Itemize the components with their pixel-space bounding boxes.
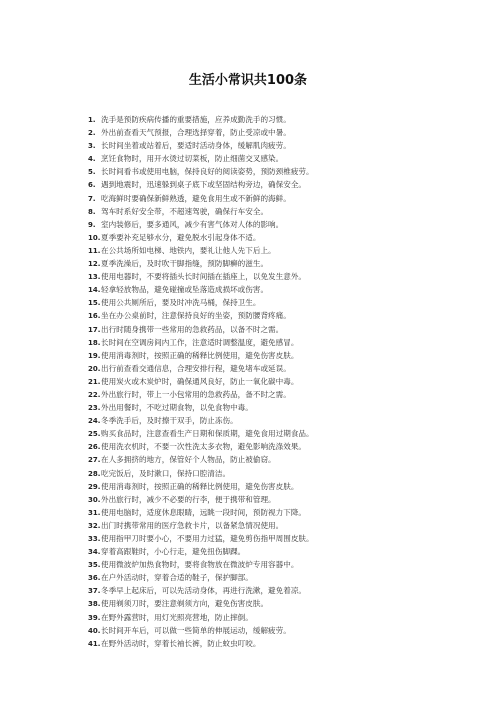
list-item <box>88 467 428 480</box>
list-item-text: 驾车时系好安全带，不超速驾驶，确保行车安全。 <box>101 206 269 216</box>
list-item <box>88 296 428 309</box>
list-item-number: 11. <box>88 246 101 255</box>
list-item <box>88 244 428 257</box>
list-item <box>88 388 428 401</box>
list-item-number: 12. <box>88 260 101 269</box>
list-item <box>88 440 428 453</box>
list-item-text: 使用公共厕所后，要及时冲洗马桶，保持卫生。 <box>101 298 261 308</box>
list-item <box>88 624 428 637</box>
list-item-text: 在野外露营时，用灯光照亮营地，防止摔倒。 <box>101 612 253 622</box>
list-item <box>88 309 428 322</box>
list-item-text: 穿着高跟鞋时，小心行走，避免扭伤脚踝。 <box>101 547 246 557</box>
list-item <box>88 323 428 336</box>
list-item <box>88 257 428 270</box>
list-item-text: 长时间开车后，可以做一些简单的伸展运动，缓解疲劳。 <box>101 625 291 635</box>
list-item <box>88 558 428 571</box>
list-item <box>88 611 428 624</box>
list-item-text: 室内装修后，要多通风，减少有害气体对人体的影响。 <box>101 219 284 229</box>
list-item-text: 在公共场所如电梯、地铁内，要礼让他人先下后上。 <box>101 245 276 255</box>
list-item <box>88 349 428 362</box>
list-item-number: 13. <box>88 273 101 282</box>
document-title: 生活小常识共100条 <box>188 73 308 88</box>
list-item <box>88 401 428 414</box>
list-item-number: 5. <box>88 168 96 177</box>
list-item-text: 在户外活动时，穿着合适的鞋子，保护脚部。 <box>101 573 253 583</box>
list-item-text: 使用微波炉加热食物时，要将食物放在微波炉专用容器中。 <box>101 560 299 570</box>
list-item-text: 烹饪食物时，用开水烫过切菜板，防止细菌交叉感染。 <box>101 154 284 164</box>
list-item-text: 出门时携带常用的医疗急救卡片，以备紧急情况使用。 <box>101 520 284 530</box>
list-item-text: 长时间看书或使用电脑，保持良好的阅读姿势，预防颈椎疲劳。 <box>101 167 314 177</box>
list-item-number: 38. <box>88 600 101 609</box>
list-item-number: 34. <box>88 548 101 557</box>
list-item-number: 40. <box>88 626 101 635</box>
list-item-text: 长时间坐着或站着后，要适时活动身体，缓解肌肉疲劳。 <box>101 141 291 151</box>
list-item-number: 29. <box>88 482 101 491</box>
list-item-text: 冬季洗手后，及时擦干双手，防止冻伤。 <box>101 416 238 426</box>
list-item-number: 4. <box>88 155 96 164</box>
list-item-text: 在野外活动时，穿着长袖长裤，防止蚊虫叮咬。 <box>101 638 261 648</box>
list-item-text: 夏季要补充足够水分，避免脱水引起身体不适。 <box>101 232 261 242</box>
list-item <box>88 480 428 493</box>
list-item-text: 外出旅行时，带上一小包常用的急救药品，备不时之需。 <box>101 389 291 399</box>
list-item-text: 吃完饭后，及时漱口，保持口腔清洁。 <box>101 468 231 478</box>
list-item <box>88 597 428 610</box>
list-item-number: 26. <box>88 443 101 452</box>
list-item <box>88 414 428 427</box>
list-item-number: 10. <box>88 233 101 242</box>
list-item-text: 使用消毒剂时，按照正确的稀释比例使用，避免伤害皮肤。 <box>101 350 299 360</box>
list-item <box>88 532 428 545</box>
list-item <box>88 375 428 388</box>
list-item-number: 2. <box>88 129 96 138</box>
list-item-number: 1. <box>88 116 96 124</box>
list-item-number: 36. <box>88 574 101 583</box>
list-item <box>88 231 428 244</box>
list-item-number: 7. <box>88 194 96 203</box>
list-item-number: 16. <box>88 312 101 321</box>
list-item-text: 冬季早上起床后，可以先活动身体，再进行洗漱，避免着凉。 <box>101 586 307 596</box>
list-item <box>88 218 428 231</box>
list-item-number: 8. <box>88 207 96 216</box>
list-item-text: 夏季洗澡后，及时吹干脚指缝，预防脚癣的滋生。 <box>101 259 269 269</box>
list-item <box>88 571 428 584</box>
list-item-text: 外出用餐时，不吃过期食物，以免食物中毒。 <box>101 403 253 413</box>
list-item-number: 35. <box>88 561 101 570</box>
list-item-number: 18. <box>88 338 101 347</box>
list-item-number: 17. <box>88 325 101 334</box>
list-item-text: 出行时随身携带一些常用的急救药品，以备不时之需。 <box>101 324 284 334</box>
list-item <box>88 152 428 165</box>
list-item <box>88 139 428 152</box>
list-item-number: 27. <box>88 456 101 465</box>
list-item <box>88 362 428 375</box>
tip-list <box>88 113 428 650</box>
list-item <box>88 113 428 126</box>
list-item-text: 使用电器时，不要将插头长时间插在插座上，以免发生意外。 <box>101 272 307 282</box>
list-item <box>88 453 428 466</box>
list-item-number: 3. <box>88 142 96 151</box>
list-item <box>88 506 428 519</box>
list-item-text: 外出旅行时，减少不必要的行李，便于携带和管理。 <box>101 494 276 504</box>
list-item-number: 28. <box>88 469 101 478</box>
list-item-number: 14. <box>88 286 101 295</box>
list-item <box>88 205 428 218</box>
list-item <box>88 165 428 178</box>
list-item-text: 使用消毒剂时，按照正确的稀释比例使用，避免伤害皮肤。 <box>101 481 299 491</box>
list-item-text: 使用剃须刀时，要注意剃须方向，避免伤害皮肤。 <box>101 599 269 609</box>
list-item-number: 25. <box>88 430 101 439</box>
list-item <box>88 283 428 296</box>
list-item <box>88 637 428 650</box>
list-item <box>88 584 428 597</box>
list-item-number: 20. <box>88 364 101 373</box>
list-item <box>88 493 428 506</box>
list-item <box>88 126 428 139</box>
list-item-number: 22. <box>88 390 101 399</box>
list-item-text: 使用炭火或木炭炉时，确保通风良好，防止一氧化碳中毒。 <box>101 376 299 386</box>
list-item-number: 24. <box>88 417 101 426</box>
list-item-number: 6. <box>88 181 96 190</box>
list-item-number: 33. <box>88 535 101 543</box>
list-item <box>88 192 428 205</box>
list-item-text: 轻拿轻放物品，避免碰撞或坠落造成损坏或伤害。 <box>101 285 269 295</box>
list-item-number: 23. <box>88 404 101 413</box>
list-item-number: 9. <box>88 220 96 229</box>
list-item-number: 15. <box>88 299 101 308</box>
list-item-text: 购买食品时，注意查看生产日期和保质期，避免食用过期食品。 <box>101 429 314 439</box>
list-item-text: 吃海鲜时要确保新鲜熟透，避免食用生或不新鲜的海鲜。 <box>101 193 291 203</box>
list-item <box>88 519 428 532</box>
list-item <box>88 178 428 191</box>
list-item <box>88 427 428 440</box>
list-item-text: 使用洗衣机时，不要一次性洗太多衣物，避免影响洗涤效果。 <box>101 442 307 452</box>
list-item <box>88 270 428 283</box>
list-item-text: 长时间在空调房间内工作，注意适时调整温度，避免感冒。 <box>101 337 299 347</box>
list-item-number: 21. <box>88 377 101 386</box>
list-item <box>88 545 428 558</box>
list-item <box>88 336 428 349</box>
list-item-text: 遇到地震时，迅速躲到桌子底下或坚固结构旁边，确保安全。 <box>101 180 307 190</box>
list-item-number: 37. <box>88 587 101 596</box>
list-item-text: 在人多拥挤的地方，保管好个人物品，防止被偷窃。 <box>101 455 276 465</box>
list-item-text: 使用指甲刀时要小心，不要用力过猛，避免剪伤指甲周围皮肤。 <box>101 534 314 543</box>
list-item-text: 使用电脑时，适度休息眼睛，远眺一段时间，预防视力下降。 <box>101 507 307 517</box>
list-item-text: 外出前查看天气预报，合理选择穿着，防止受凉或中暑。 <box>101 128 291 138</box>
list-item-number: 30. <box>88 495 101 504</box>
list-item-number: 19. <box>88 351 101 360</box>
list-item-text: 坐在办公桌前时，注意保持良好的坐姿，预防腰背疼痛。 <box>101 311 291 321</box>
list-item-text: 洗手是预防疾病传播的重要措施，应养成勤洗手的习惯。 <box>101 115 291 124</box>
list-item-number: 32. <box>88 521 101 530</box>
list-item-number: 31. <box>88 508 101 517</box>
list-item-number: 39. <box>88 613 101 622</box>
list-item-text: 出行前查看交通信息，合理安排行程，避免堵车或延误。 <box>101 363 291 373</box>
list-item-number: 41. <box>88 639 101 648</box>
